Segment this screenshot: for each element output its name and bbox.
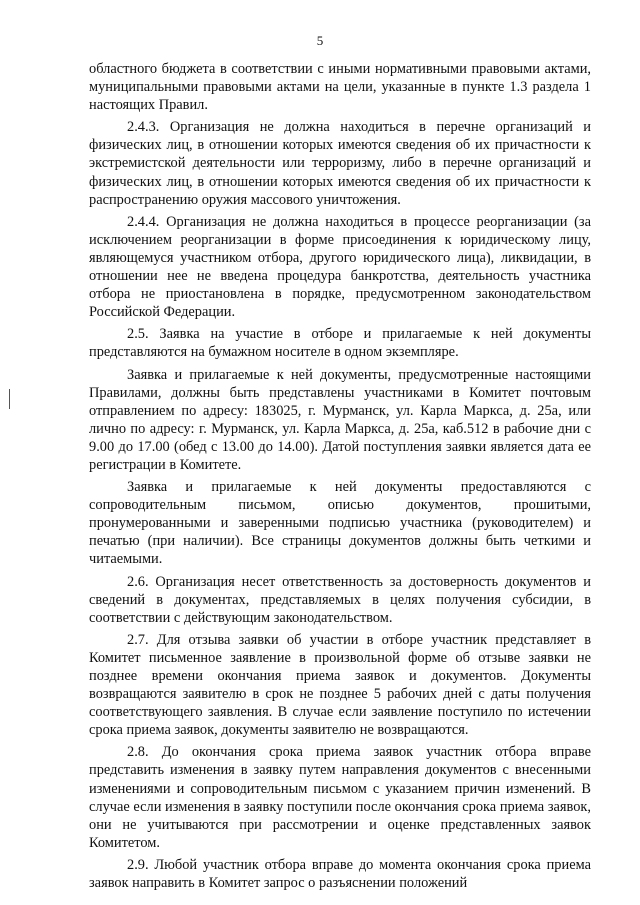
paragraph-2-9: 2.9. Любой участник отбора вправе до момента окончания срока приема заявок направить в Комитет запрос о разъяснении положений xyxy=(89,856,591,892)
paragraph-2-7: 2.7. Для отзыва заявки об участии в отборе участник представляет в Комитет письменное заявление в произвольной форме об отзыве заявки не позднее времени окончания приема заявок и документов. Документы возвращаются заявителю в срок не позднее 5 рабочих дней с даты получения соответствующего заявления. В случае если заявление поступило по истечении срока приема заявок, документы заявителю не возвращаются. xyxy=(89,631,591,739)
document-body xyxy=(89,60,591,896)
paragraph-2-4-4: 2.4.4. Организация не должна находиться в процессе реорганизации (за исключением реорганизации в форме присоединения к юридическому лицу, являющемуся участником отбора, другого юридического лица), ликвидации, в отношении нее не введена процедура банкротства, деятельность участника отбора не приостановлена в порядке, предусмотренном законодательством Российской Федерации. xyxy=(89,213,591,321)
paragraph-submission-requirements: Заявка и прилагаемые к ней документы предоставляются с сопроводительным письмом, описью документов, прошитыми, пронумерованными и заверенными подписью участника (руководителем) и печатью (при наличии). Все страницы документов должны быть четкими и читаемыми. xyxy=(89,479,591,568)
margin-mark xyxy=(9,389,10,409)
paragraph-2-4-3: 2.4.3. Организация не должна находиться в перечне организаций и физических лиц, в отношении которых имеются сведения об их причастности к экстремистской деятельности или терроризму, либо в перечне организаций и физических лиц, в отношении которых имеются сведения об их причастности к распространению оружия массового уничтожения. xyxy=(89,119,591,208)
page-number: 5 xyxy=(316,33,324,48)
paragraph-2-5: 2.5. Заявка на участие в отборе и прилагаемые к ней документы представляются на бумажном носителе в одном экземпляре. xyxy=(89,326,591,361)
paragraph-continuation: областного бюджета в соответствии с иными нормативными правовыми актами, муниципальными правовыми актами на цели, указанные в пункте 1.3 раздела 1 настоящих Правил. xyxy=(89,61,591,114)
paragraph-2-6: 2.6. Организация несет ответственность за достоверность документов и сведений в документах, представляемых в целях получения субсидии, в соответствии с действующим законодательством. xyxy=(89,573,591,626)
paragraph-2-8: 2.8. До окончания срока приема заявок участник отбора вправе представить изменения в заявку путем направления документов с внесенными изменениями и сопроводительным письмом с указанием причин изменений. В случае если изменения в заявку поступили после окончания срока приема заявок, они не учитываются при рассмотрении и оценке представленных заявок Комитетом. xyxy=(89,744,591,851)
paragraph-submission-address: Заявка и прилагаемые к ней документы, предусмотренные настоящими Правилами, должны быть представлены участниками в Комитет почтовым отправлением по адресу: 183025, г. Мурманск, ул. Карла Маркса, д. 25а, или лично по адресу: г. Мурманск, ул. Карла Маркса, д. 25а, каб.512 в рабочие дни с 9.00 до 17.00 (обед с 13.00 до 14.00). Датой поступления заявки является дата ее регистрации в Комитете. xyxy=(89,366,591,473)
